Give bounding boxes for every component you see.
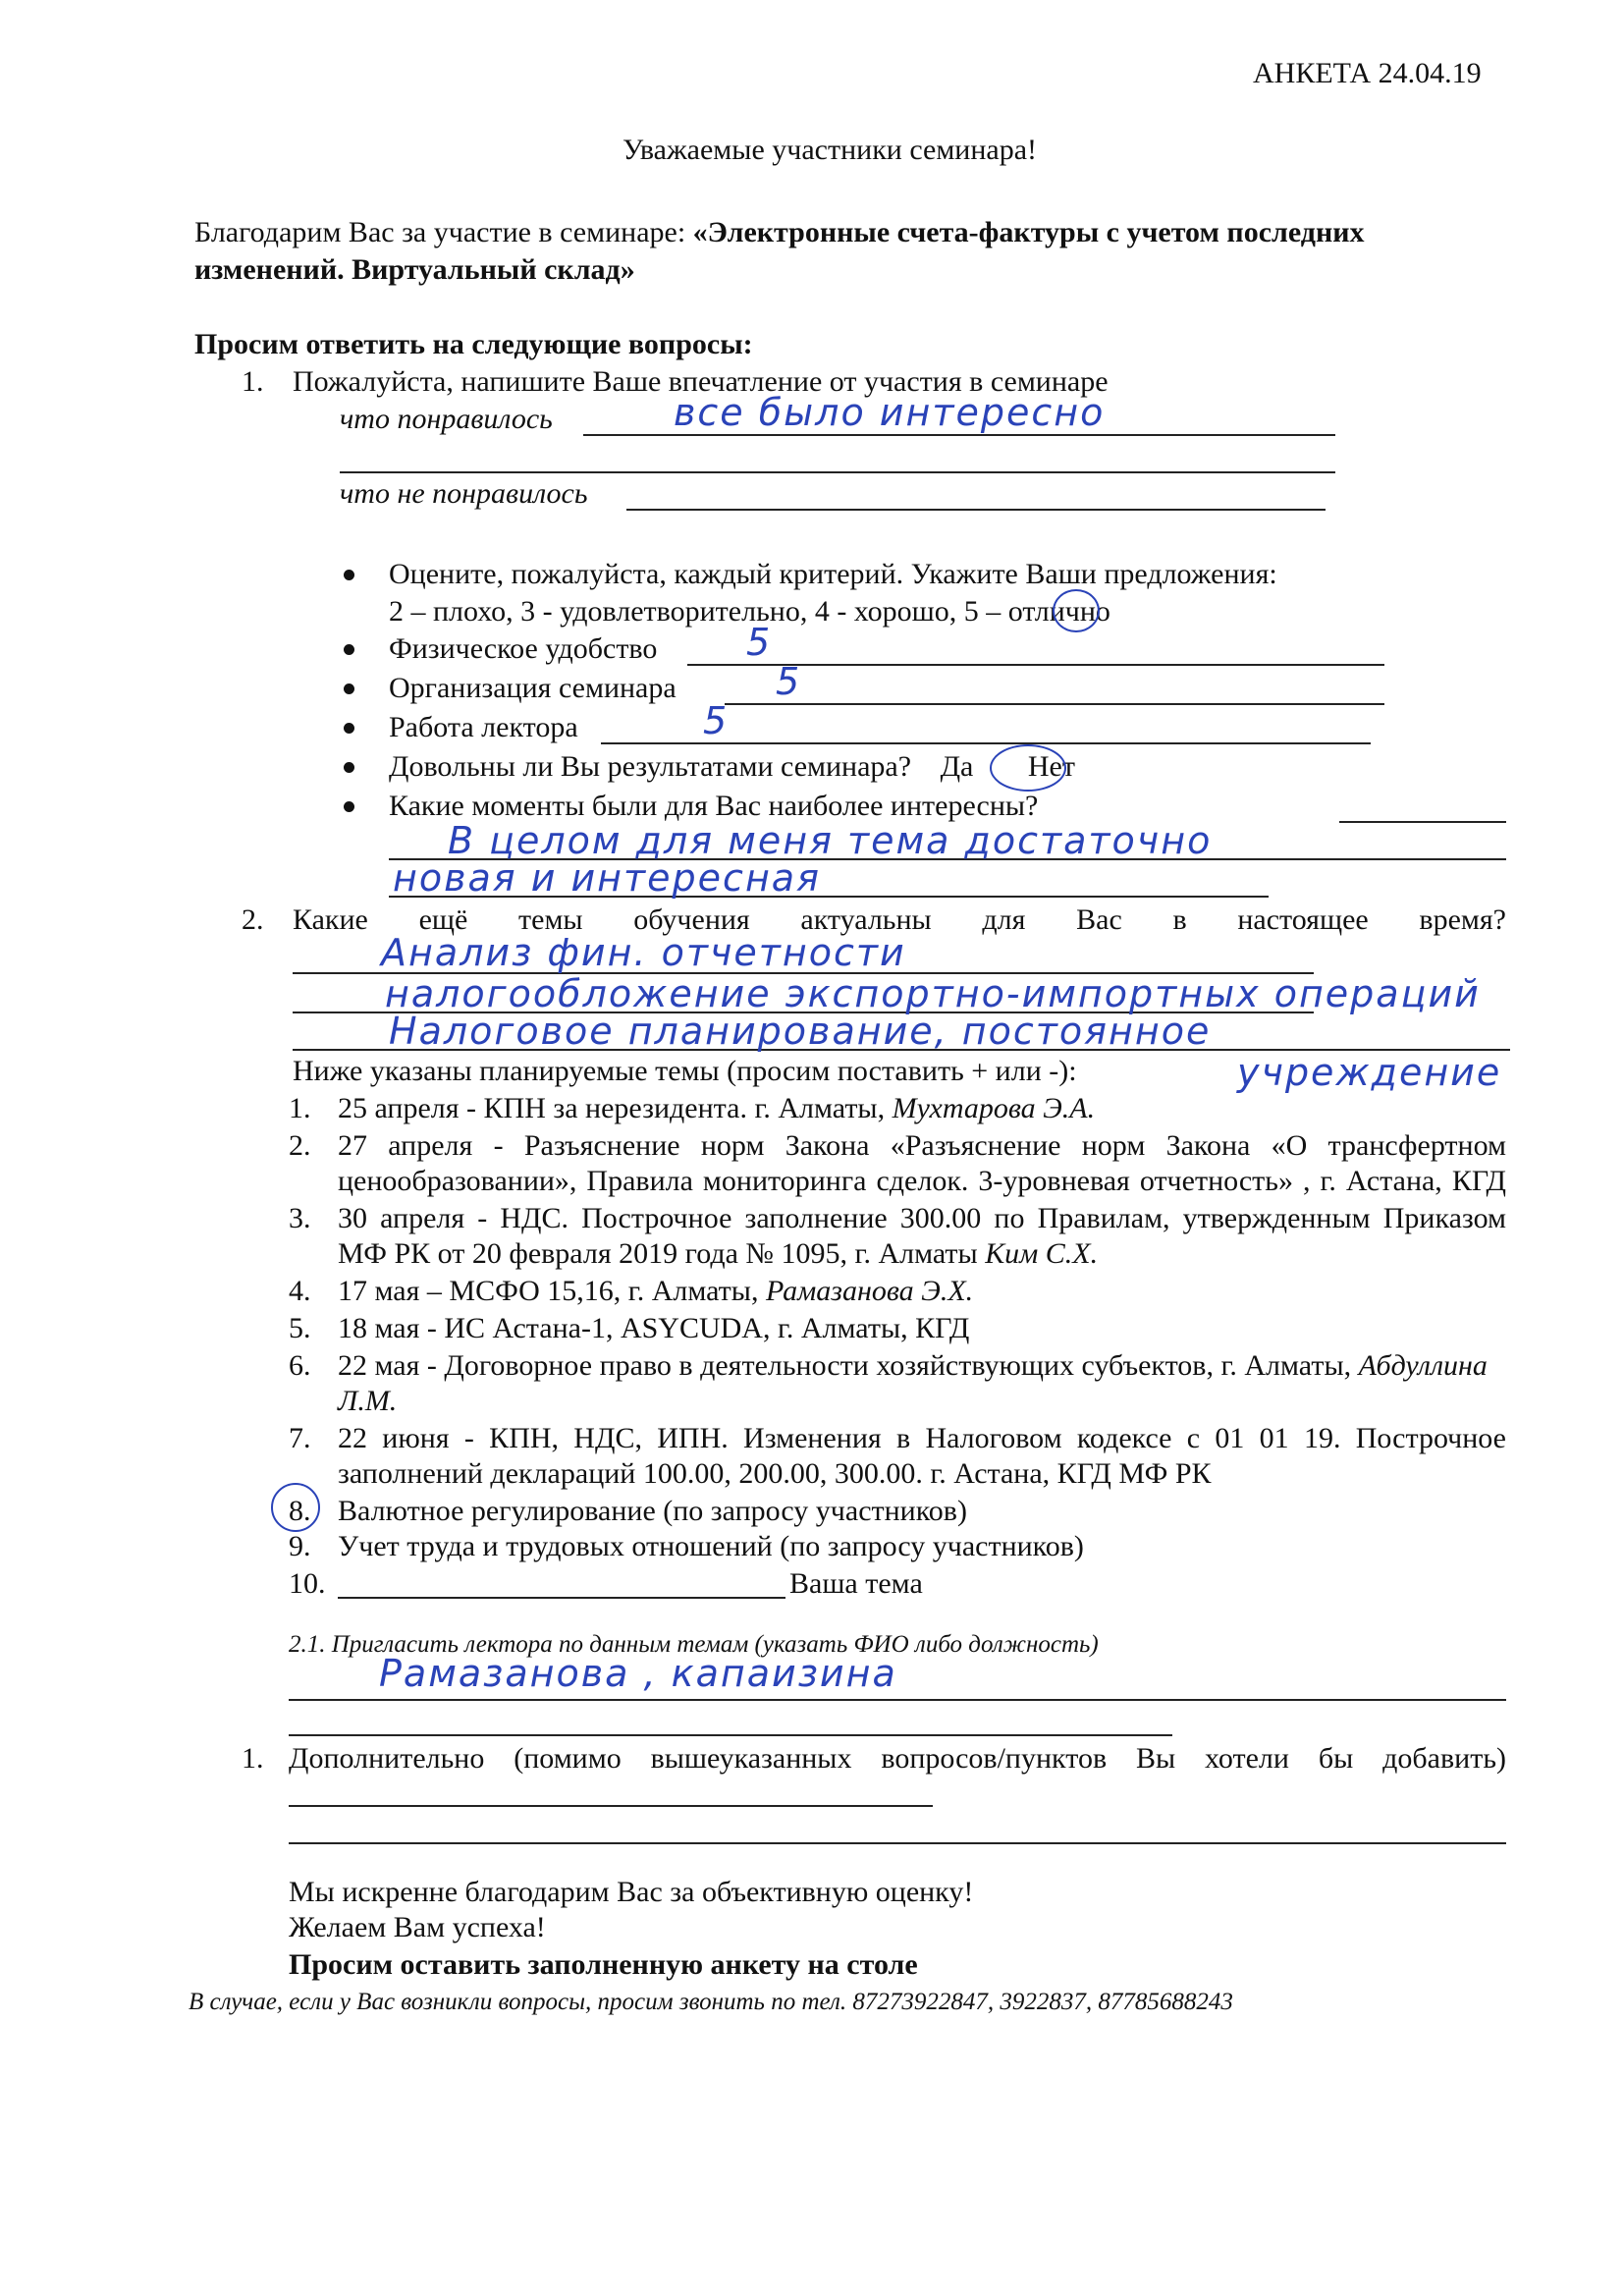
topic-number: 4. (289, 1275, 311, 1307)
own-topic-field[interactable] (338, 1597, 785, 1599)
selected-circle-icon (990, 744, 1066, 792)
questions-heading: Просим ответить на следующие вопросы: (194, 328, 753, 360)
interesting-answer-2: новая и интересная (393, 856, 821, 900)
selected-circle-icon (1053, 589, 1100, 632)
topic-number: 9. (289, 1530, 311, 1562)
form-id: АНКЕТА 24.04.19 (1253, 57, 1482, 89)
topic-lecturer: Мухтарова Э.А. (892, 1092, 1096, 1124)
contact-info: В случае, если у Вас возникли вопросы, просим звонить по тел. 87273922847, 3922837, 87785688243 (189, 1989, 1233, 2015)
seminar-title-2: изменений. Виртуальный склад» (194, 253, 635, 286)
liked-label: что понравилось (340, 403, 553, 435)
greeting: Уважаемые участники семинара! (623, 134, 1038, 166)
interesting-answer-1: В целом для меня тема достаточно (448, 819, 1213, 862)
own-topic-label: Ваша тема (789, 1567, 923, 1600)
disliked-label: что не понравилось (340, 477, 588, 510)
topic-text[interactable]: Валютное регулирование (по запросу участников) (338, 1495, 967, 1527)
topic-lecturer: Ким С.Х. (985, 1237, 1099, 1270)
q2-answer: Налоговое планирование, постоянное (389, 1010, 1212, 1053)
topic-text[interactable]: 22 июня - КПН, НДС, ИПН. Изменения в Налоговом кодексе с 01 01 19. Построчное (338, 1422, 1506, 1454)
disliked-field[interactable] (626, 509, 1326, 511)
q3-number: 1. (242, 1742, 264, 1775)
criterion-field[interactable] (601, 742, 1371, 744)
rate-instruction: Оцените, пожалуйста, каждый критерий. Укажите Ваши предложения: (389, 558, 1277, 590)
topic-item[interactable] (338, 1275, 973, 1308)
topic-item (338, 1237, 1098, 1271)
criterion-label: Физическое удобство (389, 632, 658, 665)
topic-number: 6. (289, 1349, 311, 1382)
criterion-answer: 5 (746, 621, 773, 664)
topic-lecturer: Рамазанова Э.Х. (765, 1275, 974, 1307)
lecturer-invite-field[interactable] (289, 1734, 1172, 1736)
topic-number: 10. (289, 1567, 326, 1600)
criterion-answer: 5 (776, 660, 802, 703)
q3-field[interactable] (289, 1805, 933, 1807)
closing-wish: Желаем Вам успеха! (289, 1911, 546, 1943)
interesting-field[interactable] (1339, 821, 1506, 823)
topic-number: 8. (289, 1495, 311, 1527)
topic-text: МФ РК от 20 февраля 2019 года № 1095, г. Алматы (338, 1237, 978, 1270)
topics-intro: Ниже указаны планируемые темы (просим поставить + или -): (293, 1055, 1077, 1087)
rate-scale-b: 5 (963, 595, 979, 628)
bullet-icon (344, 570, 354, 580)
yes-option[interactable]: Да (940, 750, 974, 783)
topic-number: 3. (289, 1202, 311, 1234)
topic-item[interactable] (338, 1092, 1095, 1125)
q2-number: 2. (242, 903, 264, 936)
rate-scale-c: – отлично (986, 595, 1110, 628)
liked-field-extra[interactable] (340, 471, 1335, 473)
bullet-icon (344, 683, 354, 694)
topic-number: 2. (289, 1129, 311, 1162)
seminar-title-1: «Электронные счета-фактуры с учетом последних (692, 216, 1365, 248)
q2-text: Какие ещё темы обучения актуальны для Вас в настоящее время? (293, 903, 1506, 936)
q3-field[interactable] (289, 1842, 1506, 1844)
topic-text: заполнений деклараций 100.00, 200.00, 300.00. г. Астана, КГД МФ РК (338, 1457, 1212, 1490)
bullet-icon (344, 762, 354, 773)
topic-lecturer: Л.М. (338, 1385, 398, 1417)
q1-number: 1. (242, 365, 264, 398)
selected-circle-icon (271, 1483, 320, 1532)
satisfied-question (389, 750, 1075, 784)
criterion-field[interactable] (725, 703, 1384, 705)
topic-text: 17 мая – МСФО 15,16, г. Алматы, (338, 1275, 759, 1307)
q2-answer: учреждение (1237, 1051, 1502, 1094)
topic-text[interactable]: 30 апреля - НДС. Построчное заполнение 300.00 по Правилам, утвержденным Приказом (338, 1202, 1506, 1234)
topic-text[interactable]: 27 апреля - Разъяснение норм Закона «Разъяснение норм Закона «О трансфертном (338, 1129, 1506, 1162)
topic-text: 22 мая - Договорное право в деятельности хозяйствующих субъектов, г. Алматы, (338, 1349, 1352, 1382)
liked-field[interactable] (583, 434, 1335, 436)
topic-item[interactable] (338, 1349, 1488, 1383)
intro-lead: Благодарим Вас за участие в семинаре: (194, 216, 686, 248)
lecturer-invite-answer: Рамазанова , капаизина (379, 1652, 897, 1695)
rate-scale-a: 2 – плохо, 3 - удовлетворительно, 4 - хорошо, (389, 595, 957, 628)
liked-answer: все было интересно (674, 391, 1106, 434)
criterion-answer: 5 (703, 699, 730, 742)
q2-answer: налогообложение экспортно-импортных операций (385, 972, 1481, 1015)
topic-number: 7. (289, 1422, 311, 1454)
topic-text: 25 апреля - КПН за нерезидента. г. Алматы, (338, 1092, 886, 1124)
closing-leave: Просим оставить заполненную анкету на столе (289, 1948, 918, 1981)
interesting-question: Какие моменты были для Вас наиболее интересны? (389, 790, 1039, 822)
q1-text: Пожалуйста, напишите Ваше впечатление от участия в семинаре (293, 365, 1109, 398)
topic-lecturer: Абдуллина (1358, 1349, 1488, 1382)
topic-text[interactable]: Учет труда и трудовых отношений (по запросу участников) (338, 1530, 1084, 1562)
bullet-icon (344, 644, 354, 655)
closing-thanks: Мы искренне благодарим Вас за объективную оценку! (289, 1876, 974, 1908)
lecturer-invite-field[interactable] (289, 1699, 1506, 1701)
bullet-icon (344, 723, 354, 734)
bullet-icon (344, 801, 354, 812)
q3-text: Дополнительно (помимо вышеуказанных вопросов/пунктов Вы хотели бы добавить) (289, 1742, 1506, 1775)
no-option[interactable]: Нет (1027, 750, 1075, 783)
satisfied-question-text: Довольны ли Вы результатами семинара? (389, 750, 912, 783)
intro-line-1 (194, 216, 1365, 249)
criterion-label: Работа лектора (389, 711, 578, 743)
criterion-label: Организация семинара (389, 672, 677, 704)
q2-answer: Анализ фин. отчетности (381, 931, 906, 974)
topic-text: ценообразовании», Правила мониторинга сделок. 3-уровневая отчетность» , г. Астана, КГД (338, 1165, 1506, 1197)
topic-number: 1. (289, 1092, 311, 1124)
topic-number: 5. (289, 1312, 311, 1344)
lecturer-invite-label: 2.1. Пригласить лектора по данным темам (указать ФИО либо должность) (289, 1631, 1099, 1658)
topic-text[interactable]: 18 мая - ИС Астана-1, ASYCUDA, г. Алматы, КГД (338, 1312, 970, 1344)
